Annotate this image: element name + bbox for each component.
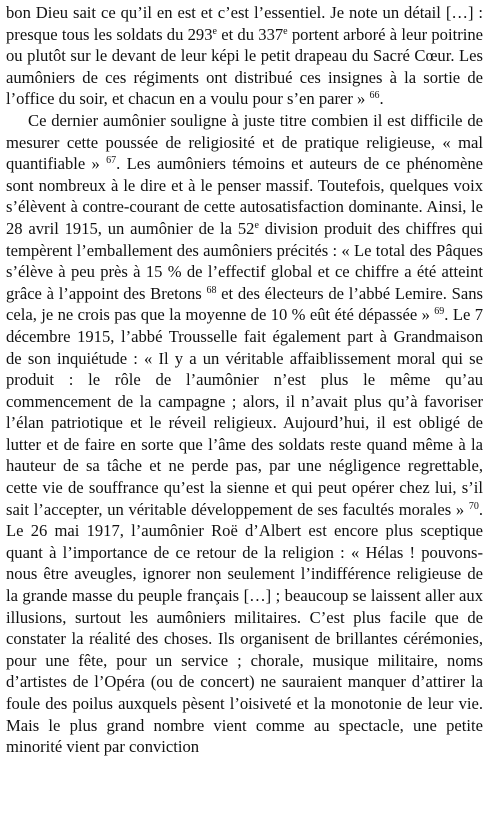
text-run: division produit des chiffres qui tempèrent l’emballement des aumôniers précités : « Le total des Pâques s’élève à peu près à 15 % de l’effectif global et ce chiffre a été atteint grâce à l’appoint des Bretons <box>6 218 483 303</box>
text-run: . Le 26 mai 1917, l’aumônier Roë d’Albert est encore plus sceptique quant à l’importance de ce retour de la religion : « Hélas ! pouvons-nous être aveugles, ignorer non seulement l’indifférence religieuse de la grande masse du peuple français […] ; beaucoup se laissent aller aux illusions, surtout les aumôniers militaires. C’est plus facile que de constater la réalité des choses. Ils organisent de brillantes cérémonies, pour une fête, pour un service ; chorale, musique militaire, noms d’artistes de l’Opéra (ou de concert) ne sauraient manquer d’attirer la foule des poilus auxquels pèsent l’oisiveté et la monotonie de leur vie. Mais le plus grand nombre vient comme au spectacle, une petite minorité vient par conviction <box>6 499 483 757</box>
superscript-ordinal: e <box>212 25 217 37</box>
text-run: Ce dernier aumônier souligne à juste titre combien il est difficile de mesurer cette poussée de religiosité et de pratique religieuse, « mal quantifiable » <box>6 110 483 174</box>
text-run: . <box>379 89 384 109</box>
paragraph-2 <box>6 110 483 758</box>
text-run: et des électeurs de l’abbé Lemire. Sans cela, je ne crois pas que la moyenne de 10 % eût été dépassée » <box>6 283 483 325</box>
footnote-ref-66: 66 <box>369 90 380 102</box>
text-run: portent arboré à leur poitrine ou plutôt sur le devant de leur képi le petit drapeau du Sacré Cœur. Les aumôniers de ces régiments ont distribué ces insignes à la sortie de l’office du soir, et chacun en a voulu pour s’en parer » <box>6 24 484 109</box>
text-run: et du 337 <box>216 24 284 44</box>
paragraph-1 <box>6 2 483 110</box>
text-run: . Les aumôniers témoins et auteurs de ce phénomène sont nombreux à le dire et à le penser massif. Toutefois, quelques voix s’élèvent à contre-courant de cette autosatisfaction dominante. Ainsi, le 28 avril 1915, un aumônier de la 52 <box>6 154 484 238</box>
footnote-ref-67: 67 <box>106 155 117 167</box>
superscript-ordinal: e <box>254 219 259 231</box>
text-run: bon Dieu sait ce qu’il en est et c’est l’essentiel. Je note un détail […] : presque tous les soldats du 293 <box>6 3 483 44</box>
footnote-ref-70: 70 <box>468 500 479 512</box>
footnote-ref-68: 68 <box>206 284 217 296</box>
footnote-ref-69: 69 <box>434 306 445 318</box>
text-run: . Le 7 décembre 1915, l’abbé Trousselle fait également part à Grandmaison de son inquiétude : « Il y a un véritable affaiblissement moral qui se produit : le rôle de l’aumônier n’est plus le même qu’au commencement de la campagne ; alors, il n’avait plus qu’à favoriser l’élan patriotique et le réveil religieux. Aujourd’hui, il est obligé de lutter et de faire en sorte que l’âme des soldats reste quand même à la hauteur de sa tâche et ne perde pas, par une négligence regrettable, cette vie de souffrance qu’est la sienne et qui peut opérer chez lui, s’il sait l’accepter, un véritable développement de ses facultés morales » <box>6 305 484 519</box>
superscript-ordinal: e <box>283 25 288 37</box>
